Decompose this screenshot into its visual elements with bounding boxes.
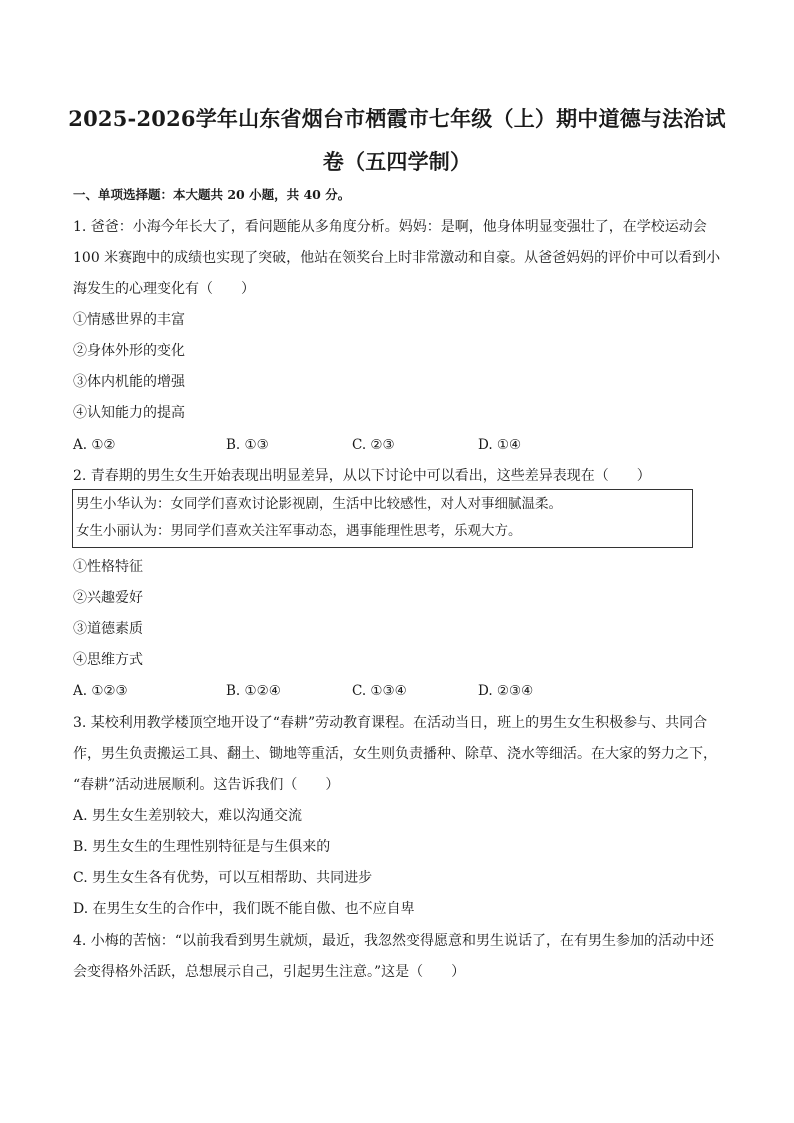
exam-title-line-2: 卷（五四学制） — [322, 149, 472, 174]
exam-title-line-1: 2025-2026学年山东省烟台市栖霞市七年级（上）期中道德与法治试 — [68, 106, 726, 131]
q1-item-2: ②身体外形的变化 — [73, 343, 185, 359]
q4-stem-line-2: 会变得格外活跃，总想展示自己，引起男生注意。”这是（ ） — [73, 964, 466, 980]
q1-option-c: C. ②③ — [352, 437, 395, 453]
q2-quote-box — [72, 489, 693, 548]
q3-choice-d: D. 在男生女生的合作中，我们既不能自傲、也不应自卑 — [73, 901, 415, 917]
q2-item-3: ③道德素质 — [73, 621, 143, 637]
q2-quote-line-2: 女生小丽认为：男同学们喜欢关注军事动态，遇事能理性思考，乐观大方。 — [76, 523, 522, 539]
q2-option-c: C. ①③④ — [352, 683, 407, 699]
q3-choice-a: A. 男生女生差别较大，难以沟通交流 — [73, 808, 303, 824]
q1-item-4: ④认知能力的提高 — [73, 405, 185, 421]
q2-option-a: A. ①②③ — [73, 683, 128, 699]
q1-option-d: D. ①④ — [478, 437, 522, 453]
q3-choice-c: C. 男生女生各有优势，可以互相帮助、共同进步 — [73, 870, 373, 886]
q3-choice-b: B. 男生女生的生理性别特征是与生俱来的 — [73, 839, 331, 855]
q4-stem-line-1: 4. 小梅的苦恼：“以前我看到男生就烦，最近，我忽然变得愿意和男生说话了，在有男生参加的活动中还 — [73, 933, 714, 949]
q2-item-2: ②兴趣爱好 — [73, 590, 143, 606]
q2-option-d: D. ②③④ — [478, 683, 534, 699]
q2-item-4: ④思维方式 — [73, 652, 143, 668]
q3-stem-line-1: 3. 某校利用教学楼顶空地开设了“春耕”劳动教育课程。在活动当日，班上的男生女生积极参与、共同合 — [73, 715, 708, 731]
q3-stem-line-2: 作，男生负责搬运工具、翻土、锄地等重活，女生则负责播种、除草、浇水等细活。在大家的努力之下， — [73, 746, 717, 762]
q1-item-3: ③体内机能的增强 — [73, 374, 185, 390]
q1-option-b: B. ①③ — [226, 437, 269, 453]
q1-stem-line-3: 海发生的心理变化有（ ） — [73, 281, 255, 297]
q2-quote-line-1: 男生小华认为：女同学们喜欢讨论影视剧，生活中比较感性，对人对事细腻温柔。 — [76, 496, 562, 512]
q2-option-b: B. ①②④ — [226, 683, 281, 699]
q2-stem-line-1: 2. 青春期的男生女生开始表现出明显差异，从以下讨论中可以看出，这些差异表现在（ ） — [73, 468, 651, 484]
q2-item-1: ①性格特征 — [73, 559, 143, 575]
q1-stem-line-2: 100 米赛跑中的成绩也实现了突破，他站在领奖台上时非常激动和自豪。从爸爸妈妈的评价中可以看到小 — [73, 250, 721, 266]
q3-stem-line-3: “春耕”活动进展顺利。这告诉我们（ ） — [73, 777, 340, 793]
q1-item-1: ①情感世界的丰富 — [73, 312, 185, 328]
q1-stem-line-1: 1. 爸爸：小海今年长大了，看问题能从多角度分析。妈妈：是啊，他身体明显变强壮了，在学校运动会 — [73, 219, 707, 235]
section-heading: 一、单项选择题：本大题共 20 小题，共 40 分。 — [73, 187, 351, 202]
q1-option-a: A. ①② — [73, 437, 116, 453]
